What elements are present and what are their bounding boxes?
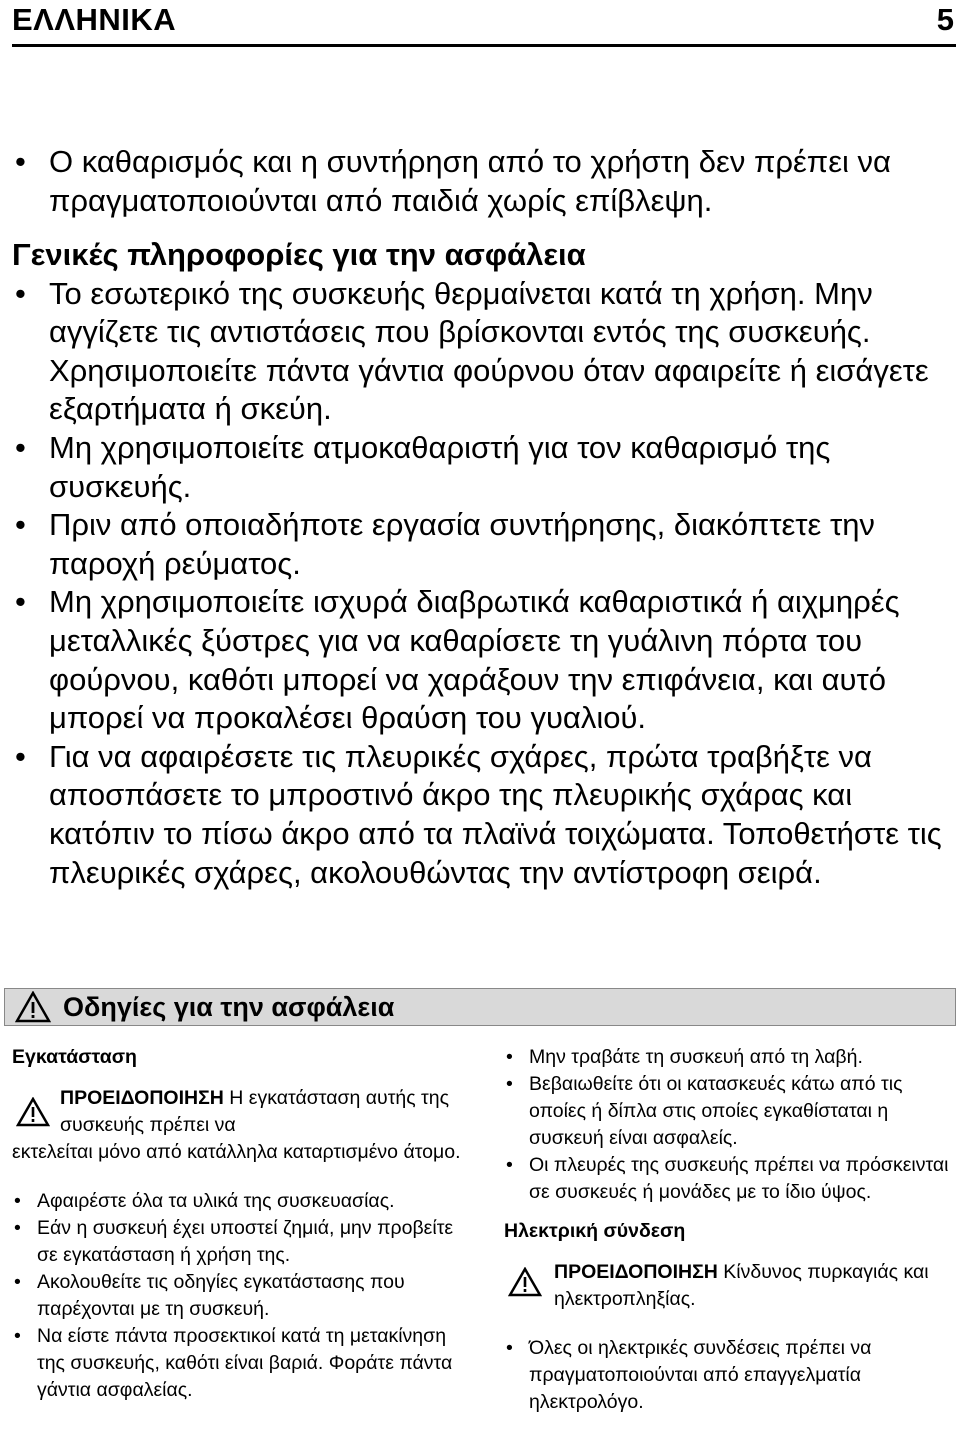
list-item: • Μη χρησιμοποιείτε ισχυρά διαβρωτικά καθαριστικά ή αιχμηρές μεταλλικές ξύστρες για να καθαρίσετε τη γυάλινη πόρτα του φούρνου, καθότι μπορεί να χαράξουν την επιφάνεια, και αυτό μπορεί να προκαλέσει θραύση του γυαλιού. [12,583,944,737]
installation-column [12,1044,462,1404]
page-number: 5 [936,2,954,37]
safety-instructions-bar [4,988,956,1026]
section-title: Οδηγίες για την ασφάλεια [63,991,395,1022]
list-item: • Το εσωτερικό της συσκευής θερμαίνεται κατά τη χρήση. Μην αγγίζετε τις αντιστάσεις που βρίσκονται εντός της συσκευής. Χρησιμοποιείτε πάντα γάντια φούρνου όταν αφαιρείτε ή εισάγετε εξαρτήματα ή σκεύη. [12,275,944,429]
intro-list [12,143,944,220]
general-safety-section [12,236,944,892]
warning-triangle-icon [16,1097,50,1127]
list-item: • Βεβαιωθείτε ότι οι κατασκευές κάτω από τις οποίες ή δίπλα στις οποίες εγκαθίσταται η συσκευή είναι ασφαλείς. [504,1071,950,1152]
section-heading: Γενικές πληροφορίες για την ασφάλεια [12,237,586,272]
warning-label: ΠΡΟΕΙΔΟΠΟΙΗΣΗ [554,1261,718,1283]
warning-triangle-icon [508,1267,542,1297]
list-item: • Να είστε πάντα προσεκτικοί κατά τη μετακίνηση της συσκευής, καθότι είναι βαριά. Φοράτε πάντα γάντια ασφαλείας. [12,1323,462,1404]
list-item: • Για να αφαιρέσετε τις πλευρικές σχάρες, πρώτα τραβήξτε να αποσπάσετε το μπροστινό άκρο της πλευρικής σχάρας και κατόπιν το πίσω άκρο από τα πλαϊνά τοιχώματα. Τοποθετήστε τις πλευρικές σχάρες, ακολουθώντας την αντίστροφη σειρά. [12,738,944,892]
warning-label: ΠΡΟΕΙΔΟΠΟΙΗΣΗ [60,1087,224,1109]
warning-triangle-icon [15,991,51,1023]
list-item: • Αφαιρέστε όλα τα υλικά της συσκευασίας. [12,1188,462,1215]
list-item: • Εάν η συσκευή έχει υποστεί ζημιά, μην προβείτε σε εγκατάσταση ή χρήση της. [12,1215,462,1269]
page-header [12,0,956,47]
installation-warning [12,1085,462,1166]
electrical-warning [504,1259,950,1313]
list-item: • Ακολουθείτε τις οδηγίες εγκατάστασης που παρέχονται με τη συσκευή. [12,1269,462,1323]
list-item: • Ο καθαρισμός και η συντήρηση από το χρήστη δεν πρέπει να πραγματοποιούνται από παιδιά χωρίς επίβλεψη. [12,143,944,220]
language-label: ΕΛΛΗΝΙΚΑ [12,2,177,37]
list-item: • Μην τραβάτε τη συσκευή από τη λαβή. [504,1044,950,1071]
list-item: • Οι πλευρές της συσκευής πρέπει να πρόσκεινται σε συσκευές ή μονάδες με το ίδιο ύψος. [504,1152,950,1206]
list-item: • Όλες οι ηλεκτρικές συνδέσεις πρέπει να πραγματοποιούνται από επαγγελματία ηλεκτρολόγο. [504,1335,950,1416]
electrical-heading: Ηλεκτρική σύνδεση [504,1220,686,1242]
installation-heading: Εγκατάσταση [12,1046,137,1068]
list-item: • Πριν από οποιαδήποτε εργασία συντήρησης, διακόπτετε την παροχή ρεύματος. [12,506,944,583]
warning-text-continued: εκτελείται μόνο από κατάλληλα καταρτισμένο άτομο. [12,1141,461,1163]
right-column [504,1044,950,1416]
list-item: • Μη χρησιμοποιείτε ατμοκαθαριστή για τον καθαρισμό της συσκευής. [12,429,944,506]
warning-text: Η εγκατάσταση αυτής της συσκευής πρέπει να [60,1087,450,1136]
warning-text: Κίνδυνος πυρκαγιάς και ηλεκτροπληξίας. [554,1261,929,1310]
